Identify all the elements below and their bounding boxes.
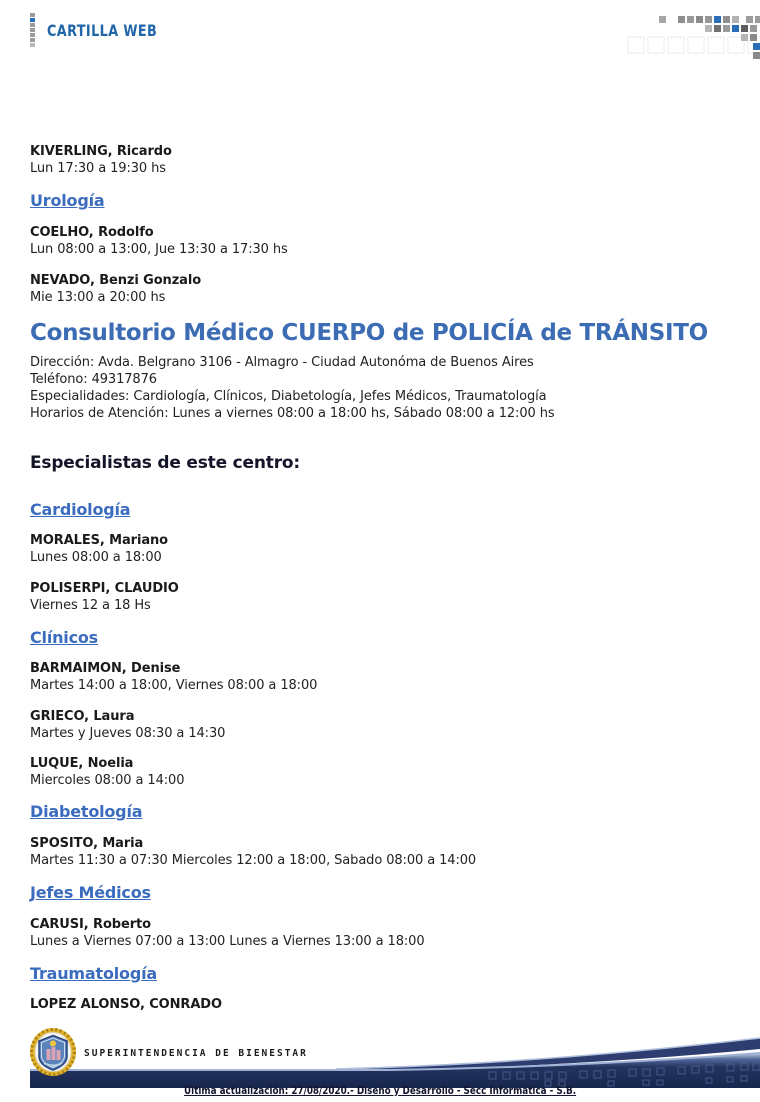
doctor-schedule: Mie 13:00 a 20:00 hs bbox=[30, 290, 166, 305]
directory-content bbox=[30, 143, 736, 1013]
doctor-name: NEVADO, Benzi Gonzalo bbox=[30, 273, 202, 288]
doctor-name: COELHO, Rodolfo bbox=[30, 225, 154, 240]
specialty-link-cardiologia[interactable]: Cardiología bbox=[30, 500, 131, 519]
doctor-entry bbox=[30, 580, 736, 614]
doctor-name: LUQUE, Noelia bbox=[30, 756, 134, 771]
specialty-link-diabetologia[interactable]: Diabetología bbox=[30, 802, 143, 821]
doctor-schedule: Viernes 12 a 18 Hs bbox=[30, 598, 151, 613]
center-info bbox=[30, 354, 736, 422]
doctor-name: LOPEZ ALONSO, CONRADO bbox=[30, 997, 222, 1012]
doctor-schedule: Miercoles 08:00 a 14:00 bbox=[30, 773, 185, 788]
doctor-name: MORALES, Mariano bbox=[30, 533, 168, 548]
specialty-link-urologia[interactable]: Urología bbox=[30, 191, 105, 210]
header-brand bbox=[30, 13, 185, 48]
doctor-name: GRIECO, Laura bbox=[30, 709, 135, 724]
doctor-entry bbox=[30, 996, 736, 1013]
specialty-link-jefes-medicos[interactable]: Jefes Médicos bbox=[30, 883, 151, 902]
doctor-entry bbox=[30, 272, 736, 306]
center-phone: Teléfono: 49317876 bbox=[30, 372, 157, 387]
doctor-entry bbox=[30, 916, 736, 950]
doctor-name: CARUSI, Roberto bbox=[30, 917, 151, 932]
doctor-schedule: Martes y Jueves 08:30 a 14:30 bbox=[30, 726, 226, 741]
doctor-schedule: Lun 08:00 a 13:00, Jue 13:30 a 17:30 hs bbox=[30, 242, 288, 257]
doctor-schedule: Lunes 08:00 a 18:00 bbox=[30, 550, 162, 565]
doctor-entry bbox=[30, 708, 736, 742]
doctor-schedule: Martes 14:00 a 18:00, Viernes 08:00 a 18:00 bbox=[30, 678, 318, 693]
specialty-link-traumatologia[interactable]: Traumatología bbox=[30, 964, 157, 983]
brand-title: CARTILLA WEB bbox=[47, 21, 158, 40]
doctor-entry bbox=[30, 532, 736, 566]
doctor-entry bbox=[30, 660, 736, 694]
center-address: Dirección: Avda. Belgrano 3106 - Almagro - Ciudad Autonóma de Buenos Aires bbox=[30, 355, 534, 370]
header-mosaic-decoration-icon bbox=[625, 8, 760, 68]
doctor-schedule: Lun 17:30 a 19:30 hs bbox=[30, 161, 166, 176]
center-specialties: Especialidades: Cardiología, Clínicos, Diabetología, Jefes Médicos, Traumatología bbox=[30, 389, 547, 404]
footer bbox=[0, 1025, 760, 1102]
footer-update-text: Última actualización: 27/08/2020.- Diseño y Desarrollo - Secc Informática - S.B. bbox=[183, 1084, 577, 1097]
doctor-entry bbox=[30, 755, 736, 789]
doctor-entry bbox=[30, 224, 736, 258]
doctor-schedule: Lunes a Viernes 07:00 a 13:00 Lunes a Viernes 13:00 a 18:00 bbox=[30, 934, 425, 949]
doctor-entry bbox=[30, 143, 736, 177]
doctor-entry bbox=[30, 835, 736, 869]
footer-org-name: SUPERINTENDENCIA DE BIENESTAR bbox=[84, 1048, 308, 1059]
footer-update-line bbox=[0, 1084, 760, 1097]
doctor-name: KIVERLING, Ricardo bbox=[30, 144, 172, 159]
doctor-name: BARMAIMON, Denise bbox=[30, 661, 181, 676]
center-hours: Horarios de Atención: Lunes a viernes 08:00 a 18:00 hs, Sábado 08:00 a 12:00 hs bbox=[30, 406, 555, 421]
center-title: Consultorio Médico CUERPO de POLICÍA de TRÁNSITO bbox=[30, 320, 708, 346]
specialists-heading: Especialistas de este centro: bbox=[30, 453, 300, 473]
doctor-name: POLISERPI, CLAUDIO bbox=[30, 581, 179, 596]
doctor-name: SPOSITO, Maria bbox=[30, 836, 144, 851]
specialty-link-clinicos[interactable]: Clínicos bbox=[30, 628, 98, 647]
doctor-schedule: Martes 11:30 a 07:30 Miercoles 12:00 a 18:00, Sabado 08:00 a 14:00 bbox=[30, 853, 477, 868]
cartilla-logo-mark-icon bbox=[30, 13, 35, 48]
bienestar-crest-icon bbox=[30, 1028, 76, 1076]
